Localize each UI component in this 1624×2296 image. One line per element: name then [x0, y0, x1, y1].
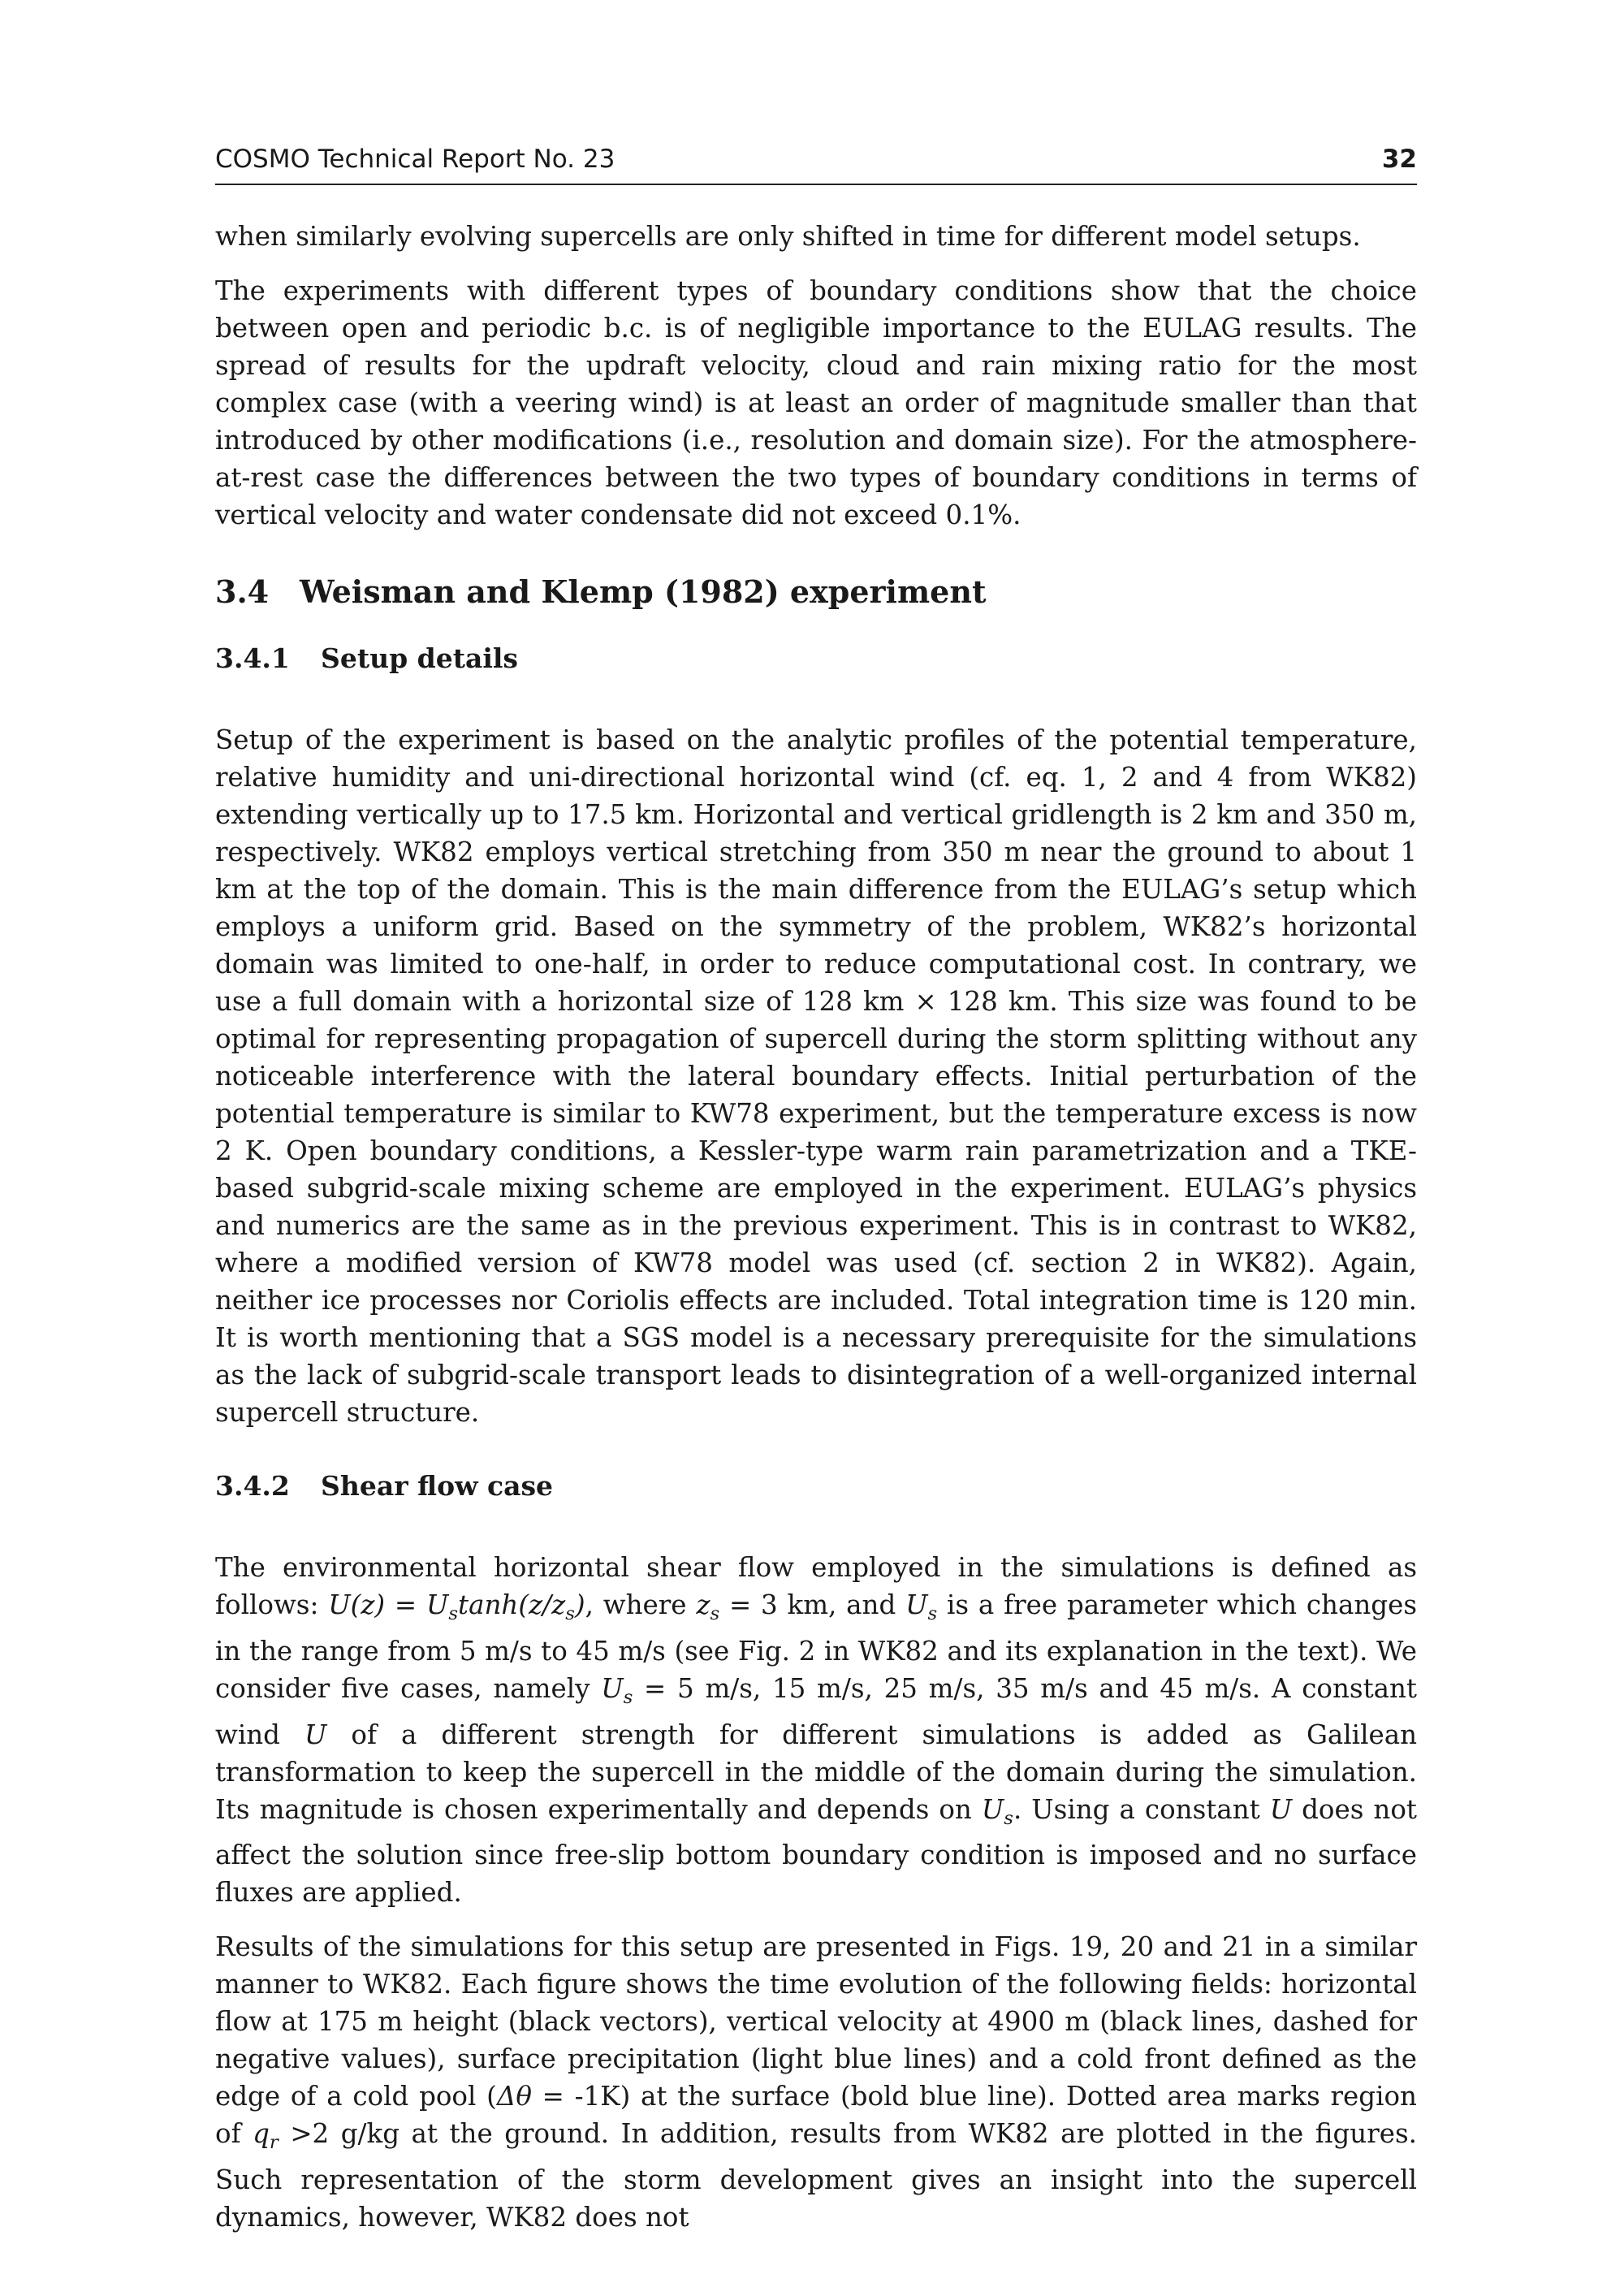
- paragraph-results: [215, 1928, 1417, 2236]
- math-text: z: [696, 1589, 710, 1620]
- text-run: is a free parameter which changes in the range from 5 m/s to 45 m/s (see Fig. 2 in WK82 and its explanation in the text). We consider five cases, namely: [215, 1589, 1418, 1704]
- subsection-number: 3.4.2: [215, 1470, 290, 1502]
- text-run: = -1K) at the surface (bold blue line). Dotted area marks region of: [215, 2081, 1417, 2150]
- subsection-number: 3.4.1: [215, 642, 290, 674]
- math-text: U: [981, 1793, 1004, 1825]
- page-header: [215, 145, 1417, 185]
- paragraph-shear-flow: [215, 1549, 1417, 1911]
- math-run: [328, 1589, 585, 1624]
- text-run: . Using a constant: [1013, 1793, 1270, 1825]
- math-subscript: s: [927, 1602, 938, 1624]
- section-heading: [215, 573, 1417, 610]
- section-title: Weisman and Klemp (1982) experiment: [300, 573, 987, 610]
- math-subscript: s: [710, 1602, 720, 1624]
- text-run: of a different strength for different simulations is added as Galilean transformation to keep the supercell in the middle of the domain during the simulation. Its magnitude is chosen experimentally and depends on: [215, 1719, 1418, 1825]
- math-subscript: s: [448, 1602, 459, 1624]
- text-run: >2 g/kg at the ground. In addition, results from WK82 are plotted in the figures. Such representation of the storm development gives an insight into the supercell dynamics, however, WK82 does not: [215, 2118, 1417, 2233]
- math-text: Δθ: [496, 2081, 532, 2112]
- math-text: U: [601, 1672, 624, 1704]
- subsection-title: Setup details: [321, 642, 518, 674]
- text-run: , where: [585, 1589, 697, 1620]
- text-run: Results of the simulations for this setup are presented in Figs. 19, 20 and 21 in a similar manner to WK82. Each figure shows the time evolution of the following fields: horizontal flow at 175 m height (black vectors), vertical velocity at 4900 m (black lines, dashed for negative values), surface precipitation (light blue lines) and a cold front defined as the edge of a cold pool (: [215, 1931, 1417, 2112]
- text-run: = 3 km, and: [719, 1589, 906, 1620]
- subsection-title: Shear flow case: [321, 1470, 554, 1502]
- paragraph-setup-details: Setup of the experiment is based on the analytic profiles of the potential temperature, relative humidity and uni-directional horizontal wind (cf. eq. 1, 2 and 4 from WK82) extending vertically up to 17.5 km. Horizontal and vertical gridlength is 2 km and 350 m, respectively. WK82 employs vertical stretching from 350 m near the ground to about 1 km at the top of the domain. This is the main difference from the EULAG’s setup which employs a uniform grid. Based on the symmetry of the problem, WK82’s horizontal domain was limited to one-half, in order to reduce computational cost. In contrary, we use a full domain with a horizontal size of 128 km × 128 km. This size was found to be optimal for representing propagation of supercell during the storm splitting without any noticeable interference with the lateral boundary effects. Initial perturbation of the potential temperature is similar to KW78 experiment, but the temperature excess is now 2 K. Open boundary conditions, a Kessler-type warm rain parametrization and a TKE-based subgrid-scale mixing scheme are employed in the experiment. EULAG’s physics and numerics are the same as in the previous experiment. This is in contrast to WK82, where a modified version of KW78 model was used (cf. section 2 in WK82). Again, neither ice processes nor Coriolis effects are included. Total integration time is 120 min. It is worth mentioning that a SGS model is a necessary prerequisite for the simulations as the lack of subgrid-scale transport leads to disintegration of a well-organized internal supercell structure.: [215, 724, 1417, 1428]
- math-text: U: [905, 1589, 928, 1620]
- math-text: tanh(z/z: [458, 1589, 566, 1620]
- math-subscript: s: [623, 1686, 633, 1708]
- section-number: 3.4: [215, 573, 270, 610]
- math-text: U: [1269, 1793, 1293, 1825]
- page-body: [215, 218, 1417, 2253]
- text-run: = 5 m/s, 15 m/s, 25 m/s, 35 m/s and 45 m/s. A constant wind: [215, 1672, 1417, 1750]
- text-run: The environmental horizontal shear flow employed in the simulations is defined as follows:: [215, 1552, 1417, 1620]
- math-text: U(z) = U: [328, 1589, 449, 1620]
- math-subscript: s: [1004, 1807, 1013, 1829]
- math-text: U: [304, 1719, 327, 1750]
- running-title: COSMO Technical Report No. 23: [215, 145, 615, 174]
- subsection-heading-shear: [215, 1470, 1417, 1502]
- text-run: does not affect the solution since free-slip bottom boundary condition is imposed and no surface fluxes are applied.: [215, 1793, 1417, 1909]
- paragraph-boundary-conditions: The experiments with different types of boundary conditions show that the choice between open and periodic b.c. is of negligible importance to the EULAG results. The spread of results for the updraft velocity, cloud and rain mixing ratio for the most complex case (with a veering wind) is at least an order of magnitude smaller than that introduced by other modifications (i.e., resolution and domain size). For the atmosphere-at-rest case the differences between the two types of boundary conditions in terms of vertical velocity and water condensate did not exceed 0.1%.: [215, 275, 1417, 530]
- math-subscript: r: [269, 2132, 279, 2154]
- page-number: 32: [1381, 145, 1417, 174]
- math-text: ): [574, 1589, 585, 1620]
- math-subscript: s: [565, 1602, 575, 1624]
- paragraph-continuation: when similarly evolving supercells are only shifted in time for different model setups.: [215, 221, 1361, 252]
- math-text: q: [253, 2118, 270, 2150]
- subsection-heading-setup: [215, 642, 1417, 674]
